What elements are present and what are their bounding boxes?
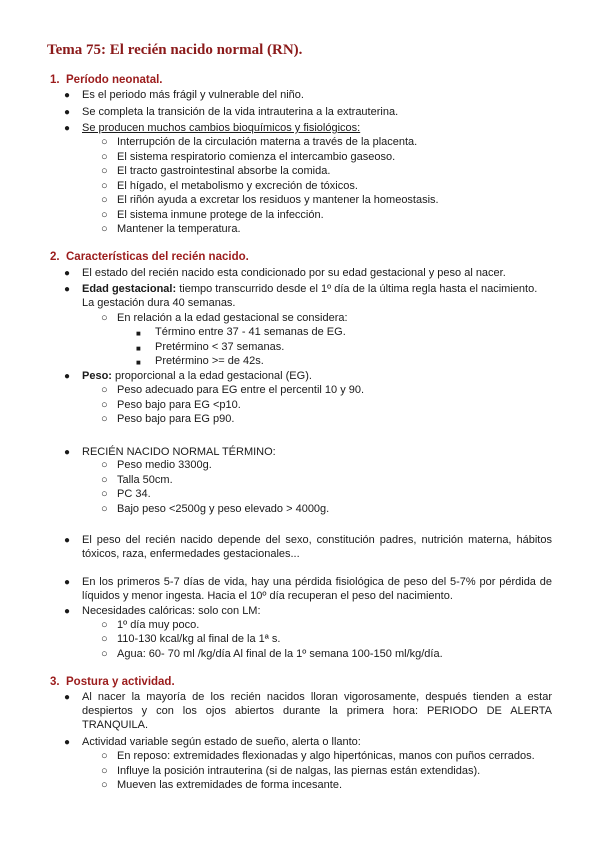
paragraph-line: Al nacer la mayoría de los recién nacidos lloran vigorosamente, después tienden a estar bbox=[82, 691, 552, 703]
list-item-continuation: La gestación dura 40 semanas. bbox=[82, 297, 236, 309]
list-item-peso: Peso: proporcional a la edad gestacional (EG). bbox=[82, 370, 312, 382]
bullet-circle-icon: ○ bbox=[101, 488, 108, 500]
paragraph-line: líquidos y menor ingesta. Hacia el 10º día recuperan el peso del nacimiento. bbox=[82, 590, 453, 602]
section-2-heading bbox=[50, 251, 249, 263]
section-title: Período neonatal. bbox=[66, 74, 163, 86]
section-1-heading bbox=[50, 74, 163, 86]
bullet-circle-icon: ○ bbox=[101, 136, 108, 148]
list-item-edad-gestacional: Edad gestacional: tiempo transcurrido desde el 1º día de la última regla hasta el nacimiento. bbox=[82, 283, 538, 295]
bullet-circle-icon: ○ bbox=[101, 474, 108, 486]
list-subitem: Peso adecuado para EG entre el percentil 10 y 90. bbox=[117, 384, 365, 396]
bullet-dot-icon: ● bbox=[64, 692, 71, 703]
list-subitem: En relación a la edad gestacional se considera: bbox=[117, 312, 348, 324]
list-subitem: 110-130 kcal/kg al final de la 1ª s. bbox=[117, 633, 281, 645]
paragraph-line: En los primeros 5-7 días de vida, hay una pérdida fisiológica de peso del 5-7% por pérdida de bbox=[82, 576, 552, 588]
list-subsubitem: Término entre 37 - 41 semanas de EG. bbox=[155, 326, 346, 338]
paragraph-line: despiertos y con los ojos abiertos durante la primera hora: PERIODO DE ALERTA bbox=[82, 705, 552, 717]
list-subitem: Peso bajo para EG <p10. bbox=[117, 399, 241, 411]
list-item: Es el periodo más frágil y vulnerable del niño. bbox=[82, 89, 304, 101]
list-subsubitem: Pretérmino >= de 42s. bbox=[155, 355, 264, 367]
bullet-circle-icon: ○ bbox=[101, 151, 108, 163]
bullet-circle-icon: ○ bbox=[101, 194, 108, 206]
list-subitem: El sistema respiratorio comienza el intercambio gaseoso. bbox=[117, 151, 396, 163]
section-title: Características del recién nacido. bbox=[66, 251, 249, 263]
bullet-circle-icon: ○ bbox=[101, 180, 108, 192]
bullet-circle-icon: ○ bbox=[101, 765, 108, 777]
list-subitem: PC 34. bbox=[117, 488, 151, 500]
section-title: Postura y actividad. bbox=[66, 676, 175, 688]
bullet-circle-icon: ○ bbox=[101, 503, 108, 515]
bullet-circle-icon: ○ bbox=[101, 384, 108, 396]
bullet-circle-icon: ○ bbox=[101, 399, 108, 411]
page-title: Tema 75: El recién nacido normal (RN). bbox=[47, 42, 303, 58]
list-subitem: En reposo: extremidades flexionadas y algo hipertónicas, manos con puños cerrados. bbox=[117, 750, 535, 762]
bullet-dot-icon: ● bbox=[64, 284, 71, 295]
bullet-dot-icon: ● bbox=[64, 737, 71, 748]
list-subitem: Interrupción de la circulación materna a través de la placenta. bbox=[117, 136, 418, 148]
bullet-circle-icon: ○ bbox=[101, 750, 108, 762]
list-subitem: Peso medio 3300g. bbox=[117, 459, 212, 471]
bullet-square-icon: ■ bbox=[136, 329, 141, 338]
bullet-dot-icon: ● bbox=[64, 371, 71, 382]
list-subitem: El sistema inmune protege de la infección. bbox=[117, 209, 324, 221]
list-subitem: 1º día muy poco. bbox=[117, 619, 200, 631]
bullet-dot-icon: ● bbox=[64, 107, 71, 118]
bullet-dot-icon: ● bbox=[64, 577, 71, 588]
bullet-circle-icon: ○ bbox=[101, 648, 108, 660]
list-subitem: El riñón ayuda a excretar los residuos y mantener la homeostasis. bbox=[117, 194, 439, 206]
list-item: Actividad variable según estado de sueño, alerta o llanto: bbox=[82, 736, 361, 748]
paragraph-line: TRANQUILA. bbox=[82, 719, 149, 731]
bullet-square-icon: ■ bbox=[136, 358, 141, 367]
bullet-circle-icon: ○ bbox=[101, 209, 108, 221]
list-subitem: Bajo peso <2500g y peso elevado > 4000g. bbox=[117, 503, 330, 515]
bullet-dot-icon: ● bbox=[64, 535, 71, 546]
bullet-circle-icon: ○ bbox=[101, 459, 108, 471]
list-subitem: Mantener la temperatura. bbox=[117, 223, 241, 235]
list-item: Se completa la transición de la vida intrauterina a la extrauterina. bbox=[82, 106, 399, 118]
paragraph-line: tóxicos, raza, enfermedades gestacionales... bbox=[82, 548, 300, 560]
bullet-circle-icon: ○ bbox=[101, 165, 108, 177]
bullet-dot-icon: ● bbox=[64, 447, 71, 458]
bullet-circle-icon: ○ bbox=[101, 779, 108, 791]
section-number: 3. bbox=[50, 676, 60, 688]
bullet-square-icon: ■ bbox=[136, 344, 141, 353]
list-subitem: Talla 50cm. bbox=[117, 474, 173, 486]
list-subitem: Influye la posición intrauterina (si de nalgas, las piernas están extendidas). bbox=[117, 765, 481, 777]
bullet-circle-icon: ○ bbox=[101, 413, 108, 425]
list-subsubitem: Pretérmino < 37 semanas. bbox=[155, 341, 285, 353]
list-item: Se producen muchos cambios bioquímicos y fisiológicos: bbox=[82, 122, 361, 134]
list-subitem: El tracto gastrointestinal absorbe la comida. bbox=[117, 165, 331, 177]
bullet-circle-icon: ○ bbox=[101, 223, 108, 235]
list-item: El estado del recién nacido esta condicionado por su edad gestacional y peso al nacer. bbox=[82, 267, 506, 279]
list-subitem: El hígado, el metabolismo y excreción de tóxicos. bbox=[117, 180, 358, 192]
section-3-heading bbox=[50, 676, 175, 688]
section-number: 2. bbox=[50, 251, 60, 263]
list-item: RECIÉN NACIDO NORMAL TÉRMINO: bbox=[82, 446, 276, 458]
paragraph-line: El peso del recién nacido depende del sexo, constitución padres, nutrición materna, hábitos bbox=[82, 534, 552, 546]
bullet-circle-icon: ○ bbox=[101, 619, 108, 631]
list-subitem: Peso bajo para EG p90. bbox=[117, 413, 235, 425]
list-item: Necesidades calóricas: solo con LM: bbox=[82, 605, 261, 617]
bullet-dot-icon: ● bbox=[64, 90, 71, 101]
list-subitem: Mueven las extremidades de forma incesante. bbox=[117, 779, 343, 791]
section-number: 1. bbox=[50, 74, 60, 86]
bullet-circle-icon: ○ bbox=[101, 633, 108, 645]
bullet-dot-icon: ● bbox=[64, 268, 71, 279]
list-subitem: Agua: 60- 70 ml /kg/día Al final de la 1º semana 100-150 ml/kg/día. bbox=[117, 648, 443, 660]
bullet-dot-icon: ● bbox=[64, 123, 71, 134]
bullet-dot-icon: ● bbox=[64, 606, 71, 617]
bullet-circle-icon: ○ bbox=[101, 312, 108, 324]
